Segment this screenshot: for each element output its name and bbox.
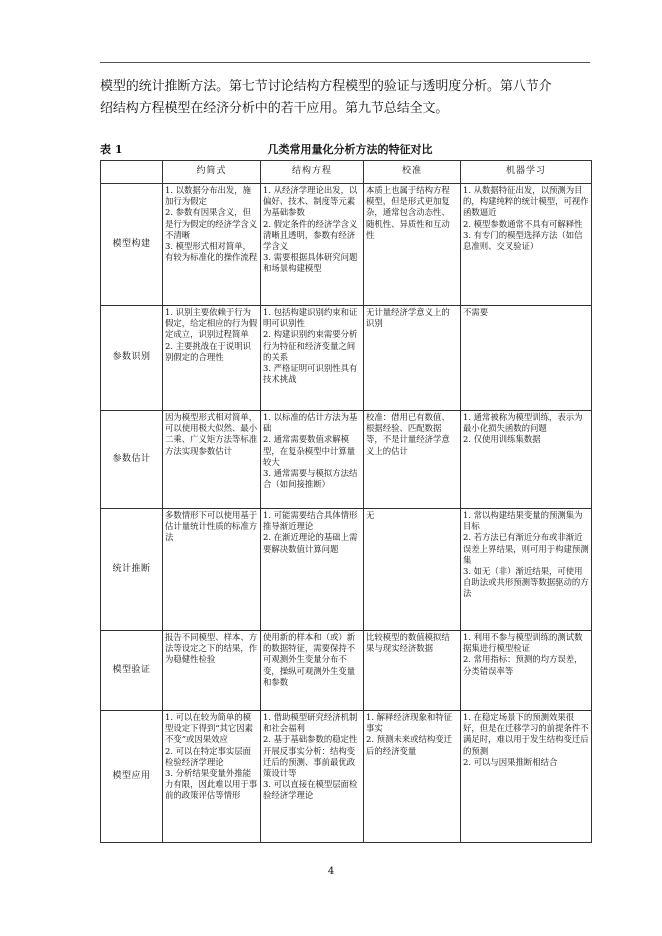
cell-text: 3. 通常需要与模拟方法结合（如间接推断） xyxy=(263,468,358,490)
cell-text: 2. 仅使用训练集数据 xyxy=(463,434,541,445)
column-header xyxy=(101,161,163,184)
table-header-row xyxy=(101,161,592,184)
cell-text: 2. 若方法已有渐近分布或非渐近误差上界结果，则可用于构建预测集 xyxy=(463,532,589,565)
intro-line: 绍结构方程模型在经济分析中的若干应用。第九节总结全文。 xyxy=(100,101,449,116)
table-cell xyxy=(364,306,461,411)
cell-text: 不需要 xyxy=(463,307,489,317)
table-cell xyxy=(261,509,364,631)
table-cell xyxy=(261,631,364,711)
row-header: 模型构建 xyxy=(101,184,163,306)
cell-text: 1. 以数据分布出发，施加行为假定 xyxy=(165,185,252,207)
cell-text: 多数情形下可以使用基于估计量统计性质的标准方法 xyxy=(165,510,258,543)
comparison-table xyxy=(100,160,592,843)
table-cell xyxy=(261,411,364,509)
table-cell xyxy=(461,711,592,843)
cell-text: 1. 借助模型研究经济机制和社会福利 xyxy=(263,712,358,734)
cell-text: 1. 识别主要依赖于行为假定，给定相应的行为假定成立，识别过程简单 xyxy=(165,307,258,340)
cell-text: 2. 常用指标：预测的均方误差，分类错误率等 xyxy=(463,654,583,676)
row-header: 参数识别 xyxy=(101,306,163,411)
table-cell xyxy=(364,184,461,306)
table-cell xyxy=(461,509,592,631)
row-header: 模型应用 xyxy=(101,711,163,843)
table-cell xyxy=(261,184,364,306)
column-header: 约简式 xyxy=(163,161,261,184)
table-cell xyxy=(163,184,261,306)
cell-text: 1. 利用不参与模型训练的测试数据集进行模型检证 xyxy=(463,632,583,654)
table-cell xyxy=(163,631,261,711)
table-row xyxy=(101,184,592,306)
intro-paragraph xyxy=(100,76,590,120)
cell-text: 2. 可以在特定事实层面检验经济学理论 xyxy=(165,745,252,767)
intro-line: 模型的统计推断方法。第七节讨论结构方程模型的验证与透明度分析。第八节介 xyxy=(100,79,552,94)
column-header: 结构方程 xyxy=(261,161,364,184)
cell-text: 1. 可以在较为简单的模型设定下得到“其它因素不变”或因果效应 xyxy=(165,712,254,745)
table-row xyxy=(101,306,592,411)
cell-text: 3. 需要根据具体研究问题和场景构建模型 xyxy=(263,252,358,274)
table-cell xyxy=(163,711,261,843)
table-row xyxy=(101,711,592,843)
cell-text: 2. 参数有因果含义，但是行为假定的经济学含义不清晰 xyxy=(165,207,258,240)
cell-text: 3. 分析结果变量外推能力有限，因此难以用于事前的政策评估等情形 xyxy=(165,768,258,801)
cell-text: 1. 通常被称为模型训练，表示为最小化损失函数的问题 xyxy=(463,412,583,434)
table-cell xyxy=(461,631,592,711)
cell-text: 2. 模型参数通常不具有可解释性 xyxy=(463,218,583,229)
cell-text: 2. 主要挑战在于说明识别假定的合理性 xyxy=(165,340,252,362)
cell-text: 2. 假定条件的经济学含义清晰且透明，参数有经济学含义 xyxy=(263,218,358,252)
cell-text: 2. 通常需要数值求解模型，在复杂模型中计算量较大 xyxy=(263,434,356,467)
cell-text: 1. 从数据特征出发，以预测为目的，构建纯粹的统计模型，可视作函数逼近 xyxy=(463,185,589,218)
table-row xyxy=(101,509,592,631)
cell-text: 1. 从经济学理论出发，以偏好、技术、制度等元素为基础参数 xyxy=(263,185,358,218)
table-cell xyxy=(163,411,261,509)
table-cell xyxy=(364,509,461,631)
table-number: 表 1 xyxy=(100,143,123,156)
table-cell xyxy=(364,411,461,509)
table-cell xyxy=(261,711,364,843)
table-row xyxy=(101,411,592,509)
table-cell xyxy=(163,509,261,631)
cell-text: 1. 在稳定场景下的预测效果很好，但是在迁移学习的前提条件不满足时，难以用于发生结构变迁后的预测 xyxy=(463,712,589,756)
column-header: 校准 xyxy=(364,161,461,184)
cell-text: 校准：借用已有数值、根据经验、匹配数据等，不是计量经济学意义上的估计 xyxy=(366,412,450,456)
cell-text: 本质上也属于结构方程模型，但是形式更加复杂，通常包含动态性、随机性、异质性和互动性 xyxy=(366,185,450,240)
cell-text: 比较模型的数值模拟结果与现实经济数据 xyxy=(366,632,450,654)
table-caption xyxy=(100,141,590,157)
cell-text: 无 xyxy=(366,510,375,520)
column-header: 机器学习 xyxy=(461,161,592,184)
cell-text: 因为模型形式相对简单，可以使用极大似然、最小二乘、广义矩方法等标准方法实现参数估计 xyxy=(165,412,258,456)
cell-text: 1. 以标准的估计方法为基础 xyxy=(263,412,358,434)
row-header: 统计推断 xyxy=(101,509,163,631)
row-header: 模型验证 xyxy=(101,631,163,711)
table-cell xyxy=(461,306,592,411)
cell-text: 1. 包括构建识别约束和证明可识别性 xyxy=(263,307,358,329)
cell-text: 2. 基于基础参数的稳定性开展反事实分析：结构变迁后的预测、事前最优政策设计等 xyxy=(263,734,358,779)
cell-text: 1. 可能需要结合具体情形推导渐近理论 xyxy=(263,510,358,532)
table-cell xyxy=(461,184,592,306)
cell-text: 3. 有专门的模型选择方法（如信息准则、交叉验证） xyxy=(463,229,583,252)
cell-text: 3. 严格证明可识别性具有技术挑战 xyxy=(263,363,358,385)
cell-text: 3. 如无（非）渐近结果，可使用自助法或共形预测等数据驱动的方法 xyxy=(463,566,589,599)
table-title: 几类常用量化分析方法的特征对比 xyxy=(267,143,433,156)
cell-text: 1. 解释经济现象和特征事实 xyxy=(366,712,453,734)
cell-text: 2. 在渐近理论的基础上需要解决数值计算问题 xyxy=(263,532,358,554)
cell-text: 3. 可以直接在模型层面检验经济学理论 xyxy=(263,779,358,801)
table-row xyxy=(101,631,592,711)
table-cell xyxy=(261,306,364,411)
header-rule xyxy=(100,62,590,63)
table-cell xyxy=(364,631,461,711)
table-cell xyxy=(461,411,592,509)
cell-text: 2. 构建识别约束需要分析行为特征和经济变量之间的关系 xyxy=(263,329,358,362)
cell-text: 无计量经济学意义上的识别 xyxy=(366,307,450,329)
cell-text: 使用新的样本和（或）新的数据特征，需要保持不可观测外生变量分布不变，操纵可观测外生变量和参数 xyxy=(263,632,356,687)
cell-text: 1. 常以构建结果变量的预测集为目标 xyxy=(463,510,583,532)
row-header: 参数估计 xyxy=(101,411,163,509)
cell-text: 3. 模型形式相对简单，有较为标准化的操作流程 xyxy=(165,241,258,263)
cell-text: 2. 可以与因果推断相结合 xyxy=(463,756,558,767)
table-cell xyxy=(364,711,461,843)
table-cell xyxy=(163,306,261,411)
page-number: 4 xyxy=(327,866,335,877)
cell-text: 报告不同模型、样本、方法等设定之下的结果，作为稳健性检验 xyxy=(165,632,258,665)
cell-text: 2. 预测未来或结构变迁后的经济变量 xyxy=(366,734,453,756)
